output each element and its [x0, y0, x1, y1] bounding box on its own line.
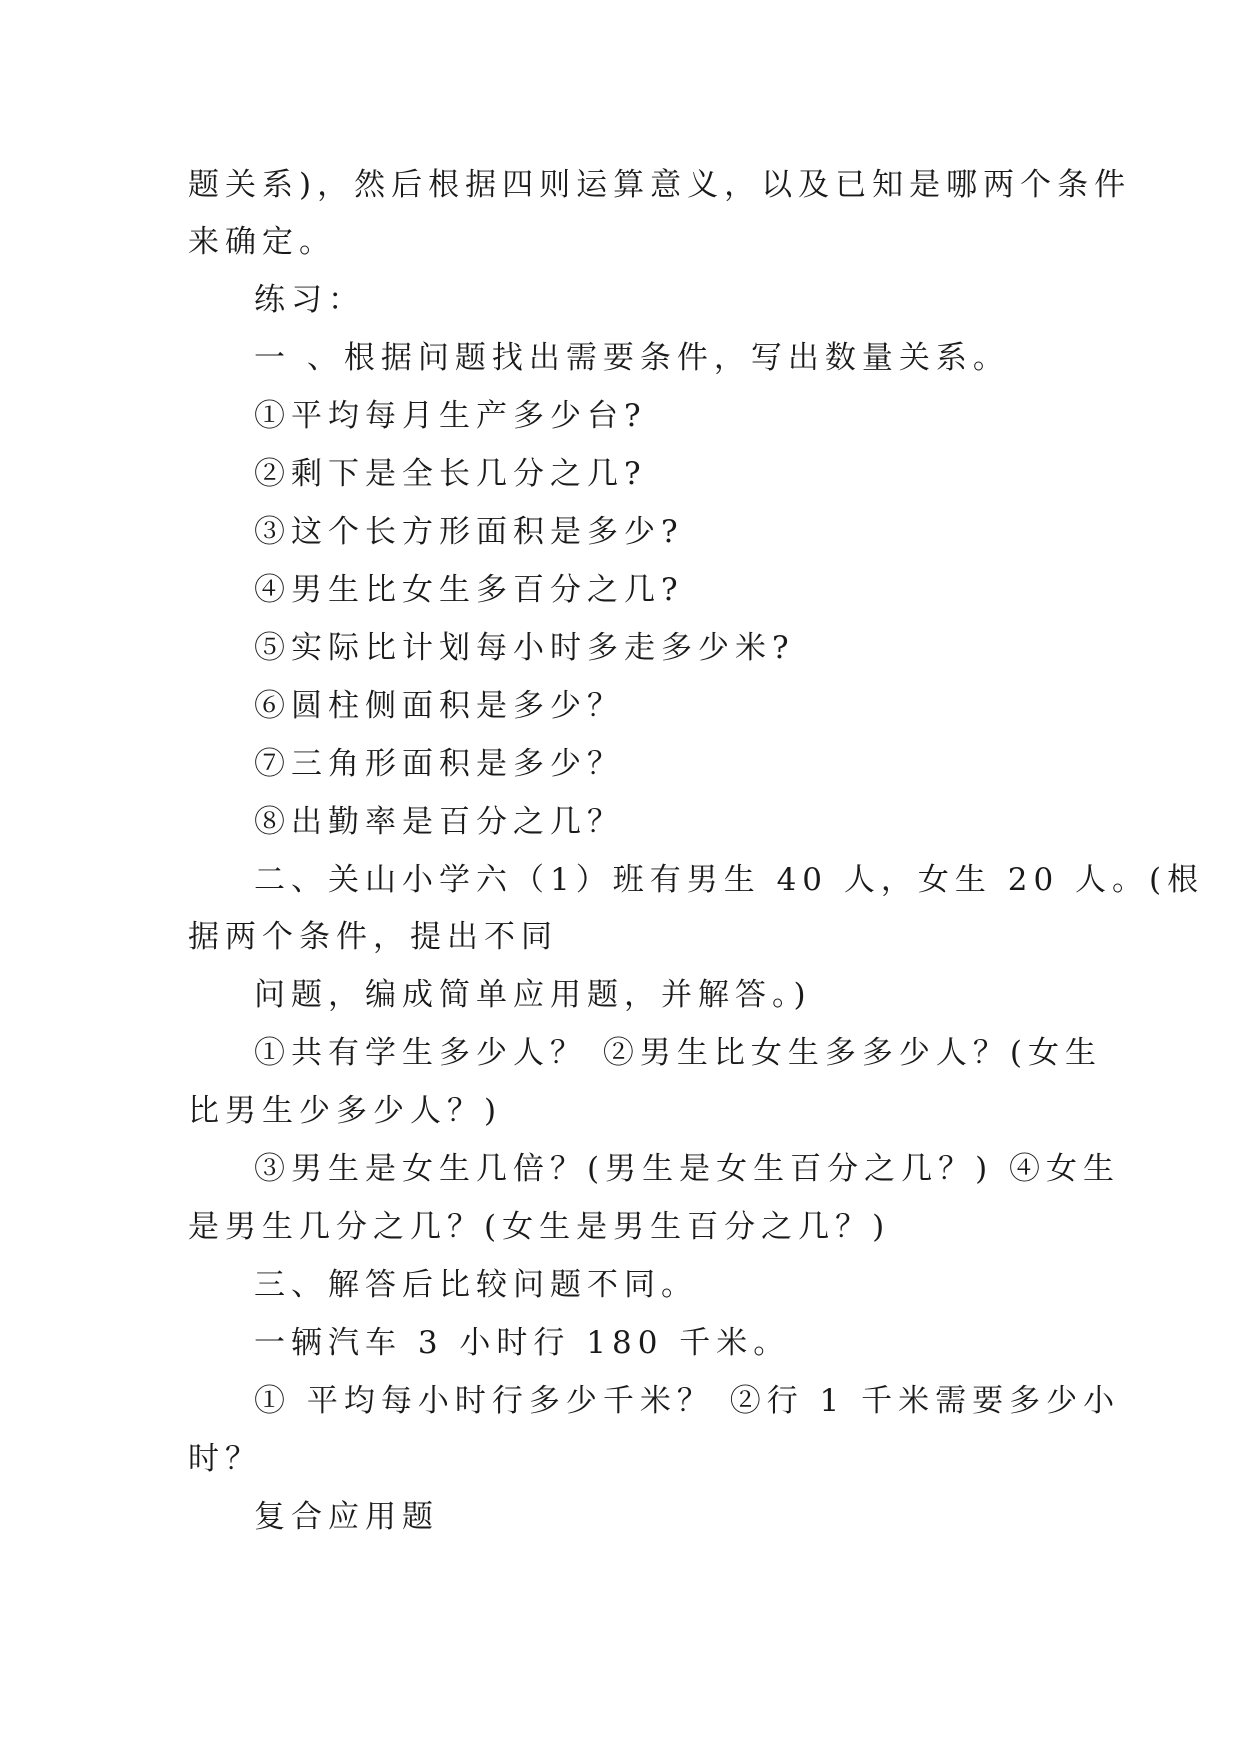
section-heading: 三、解答后比较问题不同。 [254, 1267, 698, 1303]
list-item: ① 平均每小时行多少千米？ ②行 1 千米需要多少小 [254, 1383, 1121, 1419]
paragraph-line: 来确定。 [188, 224, 336, 260]
section-heading: 一 、根据问题找出需要条件，写出数量关系。 [254, 340, 1010, 376]
list-item: ①共有学生多少人？ ②男生比女生多多少人？(女生 [254, 1035, 1102, 1071]
list-item: ①平均每月生产多少台? [254, 398, 647, 434]
paragraph-line: 据两个条件，提出不同 [188, 919, 558, 955]
section-heading: 复合应用题 [254, 1499, 439, 1535]
section-heading: 练习： [254, 282, 365, 318]
list-item: ⑤实际比计划每小时多走多少米? [254, 630, 795, 666]
list-item: ⑥圆柱侧面积是多少？ [254, 688, 624, 724]
list-item: ③这个长方形面积是多少? [254, 514, 684, 550]
paragraph-line: 一辆汽车 3 小时行 180 千米。 [254, 1325, 791, 1361]
list-item: ③男生是女生几倍？(男生是女生百分之几？) ④女生 [254, 1151, 1121, 1187]
list-item: ⑦三角形面积是多少？ [254, 746, 624, 782]
paragraph-line: 比男生少多少人？) [188, 1093, 503, 1129]
paragraph-line: 题关系)，然后根据四则运算意义，以及已知是哪两个条件 [188, 167, 1132, 203]
section-heading: 二、关山小学六（1）班有男生 40 人，女生 20 人。(根 [254, 862, 1205, 898]
list-item: ②剩下是全长几分之几? [254, 456, 647, 492]
list-item: ⑧出勤率是百分之几？ [254, 804, 624, 840]
list-item: ④男生比女生多百分之几? [254, 572, 684, 608]
paragraph-line: 问题，编成简单应用题，并解答。) [254, 977, 812, 1013]
paragraph-line: 时？ [188, 1441, 262, 1477]
paragraph-line: 是男生几分之几？(女生是男生百分之几？) [188, 1209, 891, 1245]
